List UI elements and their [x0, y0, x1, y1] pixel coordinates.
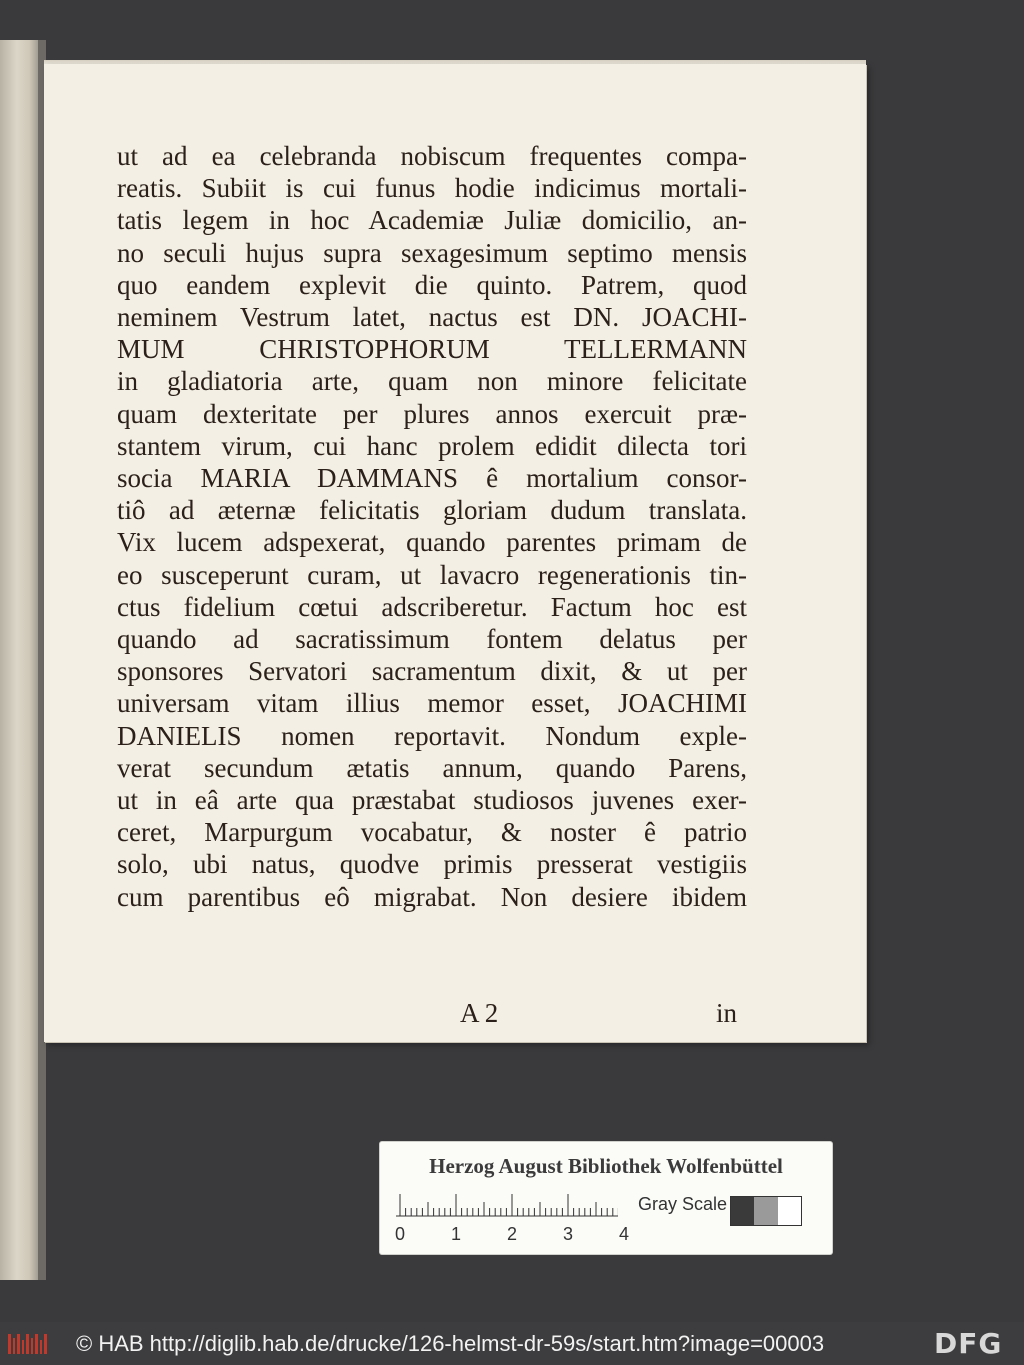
text-line: MUM CHRISTOPHORUM TELLERMANN — [117, 334, 747, 365]
text-line: solo, ubi natus, quodve primis presserat vestigiis — [117, 849, 747, 880]
text-line: in gladiatoria arte, quam non minore felicitate — [117, 366, 747, 397]
gray-swatch — [731, 1197, 754, 1225]
text-line: ceret, Marpurgum vocabatur, & noster ê patrio — [117, 817, 747, 848]
signature-mark: A 2 — [460, 998, 499, 1028]
text-line: socia MARIA DAMMANS ê mortalium consor- — [117, 463, 747, 494]
text-line: quando ad sacratissimum fontem delatus per — [117, 624, 747, 655]
source-url[interactable]: © HAB http://diglib.hab.de/drucke/126-helmst-dr-59s/start.htm?image=00003 — [76, 1331, 825, 1356]
text-line: ut ad ea celebranda nobiscum frequentes compa- — [117, 141, 747, 171]
text-line: tiô ad æternæ felicitatis gloriam dudum translata. — [117, 495, 747, 526]
text-line: ut in eâ arte qua præstabat studiosos juvenes exer- — [117, 785, 747, 816]
text-line: cum parentibus eô migrabat. Non desiere ibidem — [117, 881, 747, 912]
book-edge — [0, 40, 42, 1280]
text-line: sponsores Servatori sacramentum dixit, & ut per — [117, 656, 747, 687]
text-line: universam vitam illius memor esset, JOACHIMI — [117, 688, 747, 719]
text-line: eo susceperunt curam, ut lavacro regenerationis tin- — [117, 559, 747, 590]
page-text — [117, 140, 747, 913]
ruler — [396, 1192, 618, 1218]
text-line: tatis legem in hoc Academiæ Juliæ domicilio, an- — [117, 205, 747, 236]
text-line: DANIELIS nomen reportavit. Nondum exple- — [117, 720, 747, 751]
gray-scale-swatches — [730, 1196, 802, 1226]
gray-swatch — [754, 1197, 777, 1225]
library-name: Herzog August Bibliothek Wolfenbüttel — [429, 1154, 783, 1178]
text-line: neminem Vestrum latet, nactus est DN. JOACHI- — [117, 302, 747, 333]
text-line: quo eandem explevit die quinto. Patrem, quod — [117, 269, 747, 300]
text-line: verat secundum ætatis annum, quando Parens, — [117, 752, 747, 783]
footer-bar — [0, 1322, 1024, 1365]
ruler-numbers — [396, 1224, 636, 1248]
ruler-number: 3 — [562, 1224, 574, 1244]
text-line: Vix lucem adspexerat, quando parentes primam de — [117, 527, 747, 558]
gray-scale-label: Gray Scale — [638, 1194, 728, 1214]
text-line: no seculi hujus supra sexagesimum septimo mensis — [117, 237, 747, 268]
text-line: quam dexteritate per plures annos exercuit præ- — [117, 398, 747, 429]
ruler-number: 0 — [394, 1224, 406, 1244]
text-line: ctus fidelium cœtui adscriberetur. Factum hoc est — [117, 591, 747, 622]
color-scale-card — [380, 1142, 832, 1254]
ruler-number: 1 — [450, 1224, 462, 1244]
hab-logo-icon — [6, 1330, 50, 1358]
ruler-number: 4 — [618, 1224, 630, 1244]
text-line: reatis. Subiit is cui funus hodie indicimus mortali- — [117, 173, 747, 204]
catchword: in — [716, 998, 738, 1028]
ruler-number: 2 — [506, 1224, 518, 1244]
dfg-logo: DFG — [934, 1327, 1003, 1360]
text-line: stantem virum, cui hanc prolem edidit dilecta tori — [117, 430, 747, 461]
gray-swatch — [778, 1197, 801, 1225]
